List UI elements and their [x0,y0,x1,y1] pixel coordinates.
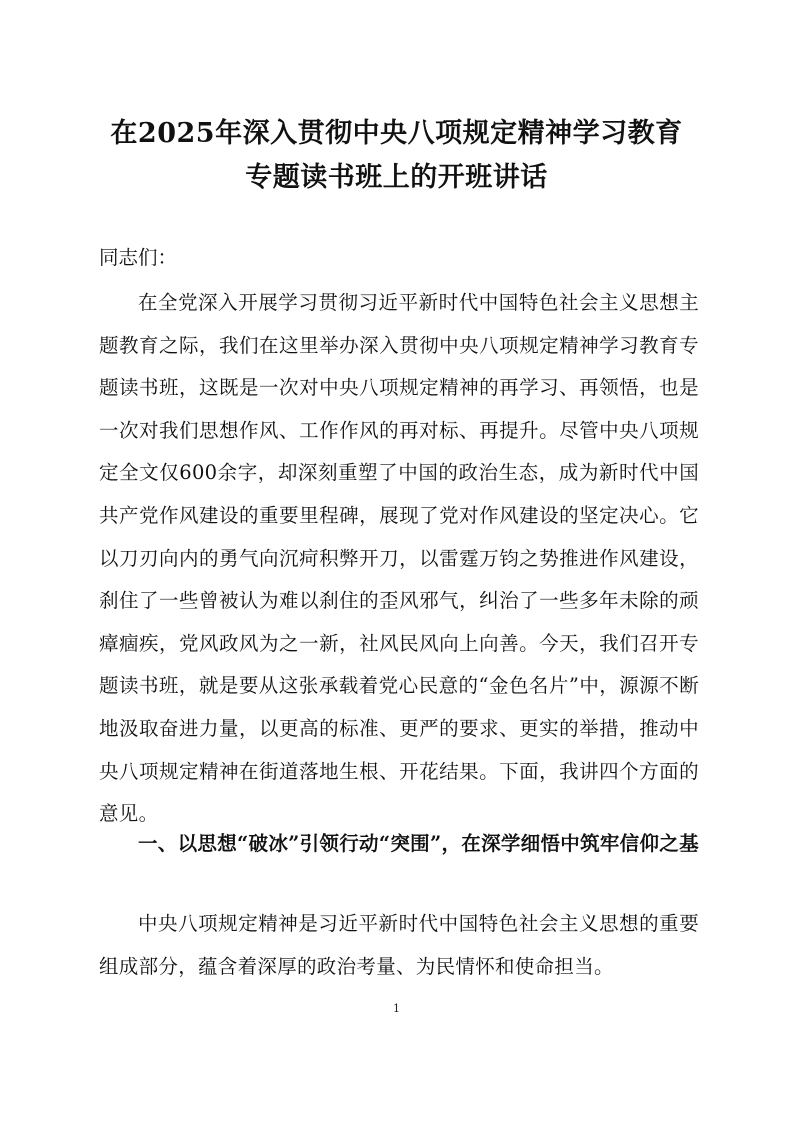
document-title-line-2: 专题读书班上的开班讲话 [245,162,548,193]
document-title-line-1: 在2025年深入贯彻中央八项规定精神学习教育 [110,118,683,149]
page-number: 1 [393,1002,400,1015]
section-heading-1: 一、以思想“破冰”引领行动“突围”，在深学细悟中筑牢信仰之基 [138,832,699,855]
salutation: 同志们： [99,246,178,269]
paragraph-intro: 在全党深入开展学习贯彻习近平新时代中国特色社会主义思想主题教育之际，我们在这里举办深入贯彻中央八项规定精神学习教育专题读书班，这既是一次对中央八项规定精神的再学习、再领悟，也是一次对我们思想作风、工作作风的再对标、再提升。尽管中央八项规定全文仅600余字，却深刻重塑了中国的政治生态，成为新时代中国共产党作风建设的重要里程碑，展现了党对作风建设的坚定决心。它以刀刃向内的勇气向沉疴积弊开刀，以雷霆万钧之势推进作风建设，刹住了一些曾被认为难以刹住的歪风邪气，纠治了一些多年未除的顽瘴痼疾，党风政风为之一新，社风民风向上向善。今天，我们召开专题读书班，就是要从这张承载着党心民意的“金色名片”中，源源不断地汲取奋进力量，以更高的标准、更严的要求、更实的举措，推动中央八项规定精神在街道落地生根、开花结果。下面，我讲四个方面的意见。 [99,291,699,826]
paragraph-section-1: 中央八项规定精神是习近平新时代中国特色社会主义思想的重要组成部分，蕴含着深厚的政治考量、为民情怀和使命担当。 [99,912,699,978]
